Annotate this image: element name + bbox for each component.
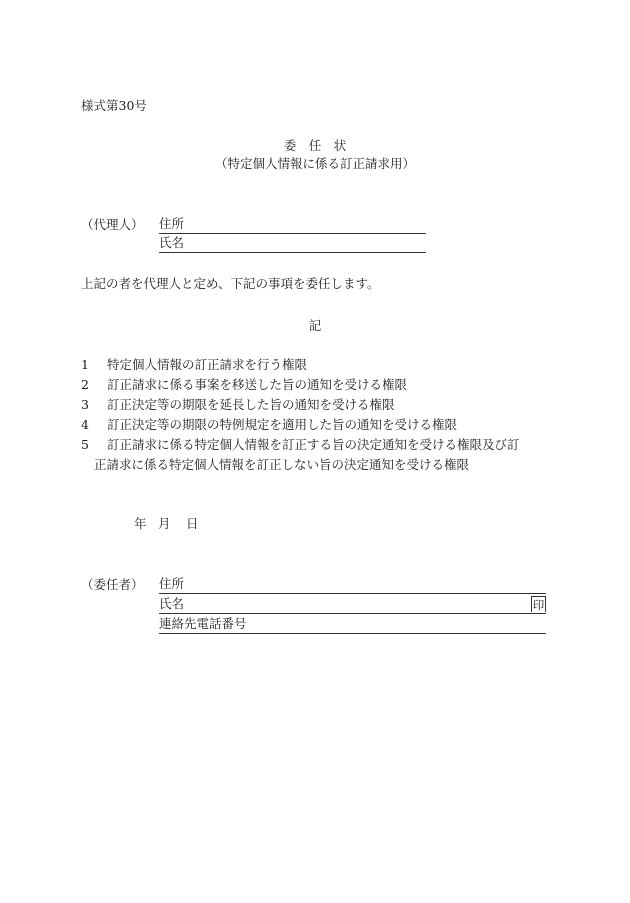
agent-address-field[interactable]	[159, 216, 426, 234]
form-number: 様式第30号	[81, 98, 147, 113]
agent-label: （代理人）	[81, 217, 144, 232]
principal-address-field[interactable]	[159, 576, 546, 594]
principal-name-field[interactable]	[159, 596, 546, 614]
principal-phone-field[interactable]	[159, 616, 546, 634]
item-number: 5	[81, 437, 89, 452]
agent-name-label: 氏名	[159, 235, 185, 250]
item-text: 訂正請求に係る特定個人情報を訂正する旨の決定通知を受ける権限及び訂	[107, 437, 520, 452]
principal-name-label: 氏名	[159, 596, 185, 611]
delegation-statement: 上記の者を代理人と定め、下記の事項を委任します。	[81, 276, 380, 291]
agent-address-label: 住所	[159, 216, 185, 231]
document-subtitle: （特定個人情報に係る訂正請求用）	[214, 156, 415, 171]
item-number: 3	[81, 397, 89, 412]
seal-mark: 印	[532, 598, 545, 612]
date-month-label: 月	[158, 516, 171, 531]
item-number: 1	[81, 357, 89, 372]
principal-address-label: 住所	[159, 576, 185, 591]
agent-name-field[interactable]	[159, 235, 426, 253]
item-text-continuation: 正請求に係る特定個人情報を訂正しない旨の決定通知を受ける権限	[94, 457, 470, 472]
item-text: 訂正決定等の期限を延長した旨の通知を受ける権限	[107, 397, 395, 412]
item-number: 4	[81, 417, 89, 432]
document-title: 委 任 状	[283, 138, 347, 153]
record-heading: 記	[308, 318, 322, 333]
item-text: 訂正決定等の期限の特例規定を適用した旨の通知を受ける権限	[107, 417, 458, 432]
item-number: 2	[81, 377, 89, 392]
date-day-label: 日	[186, 516, 199, 531]
date-year-label: 年	[134, 516, 147, 531]
item-text: 訂正請求に係る事案を移送した旨の通知を受ける権限	[107, 377, 408, 392]
principal-label: （委任者）	[81, 577, 144, 592]
principal-phone-label: 連絡先電話番号	[159, 616, 247, 631]
item-text: 特定個人情報の訂正請求を行う権限	[107, 357, 308, 372]
